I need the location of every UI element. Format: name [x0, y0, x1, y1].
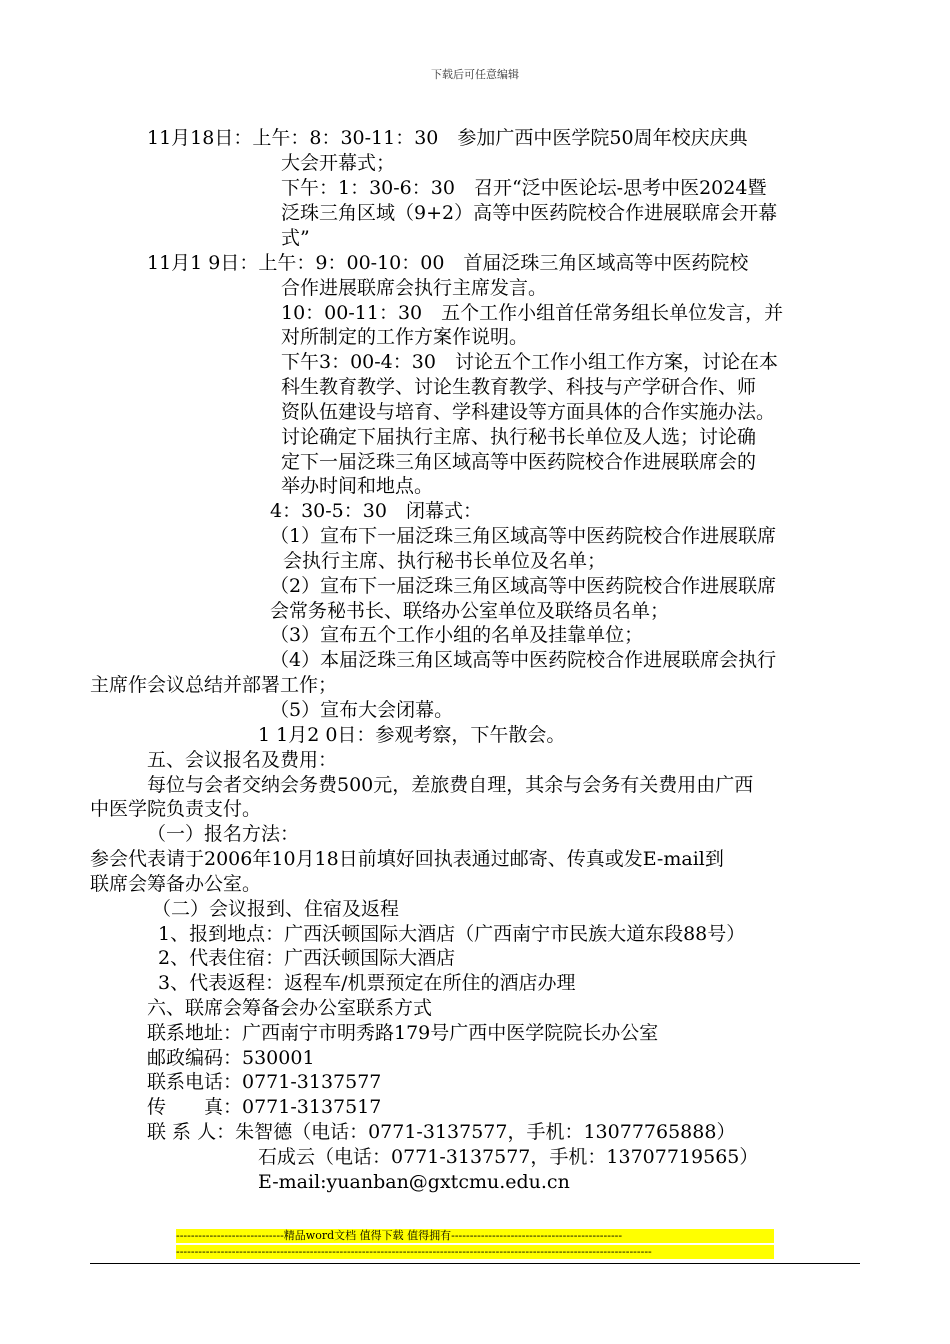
- text-line: 联席会筹备办公室。: [90, 873, 262, 895]
- text-line: 联系电话：0771-3137577: [147, 1071, 382, 1093]
- text-line: （4）本届泛珠三角区域高等中医药院校合作进展联席会执行: [270, 649, 777, 671]
- text-line: 2、代表住宿：广西沃顿国际大酒店: [158, 947, 456, 969]
- text-line: （3）宣布五个工作小组的名单及挂靠单位；: [270, 624, 644, 646]
- text-line: 联 系 人：朱智德（电话：0771-3137577，手机：13077765888）: [147, 1121, 736, 1143]
- text-line: 1、报到地点：广西沃顿国际大酒店（广西南宁市民族大道东段88号）: [158, 923, 746, 945]
- text-line: 大会开幕式；: [281, 152, 396, 174]
- text-line: 举办时间和地点。: [281, 475, 434, 497]
- text-line: 3、代表返程：返程车/机票预定在所住的酒店办理: [158, 972, 576, 994]
- text-line: 讨论确定下届执行主席、执行秘书长单位及人选；讨论确: [281, 426, 757, 448]
- text-line: 合作进展联席会执行主席发言。: [281, 277, 548, 299]
- text-line: 1 1月2 0日：参观考察，下午散会。: [258, 724, 566, 746]
- footer-banner: -----------------------------精品word文档 值得下载 值得拥有----------------------------------------------: [176, 1229, 774, 1243]
- text-line: 中医学院负责支付。: [90, 798, 262, 820]
- text-line: E-mail:yuanban@gxtcmu.edu.cn: [258, 1171, 570, 1193]
- text-line: 会常务秘书长、联络办公室单位及联络员名单；: [270, 600, 670, 622]
- text-line: 联系地址：广西南宁市明秀路179号广西中医学院院长办公室: [147, 1022, 659, 1044]
- text-line: 定下一届泛珠三角区域高等中医药院校合作进展联席会的: [281, 451, 757, 473]
- text-line: 科生教育教学、讨论生教育教学、科技与产学研合作、师: [281, 376, 757, 398]
- text-line: 石成云（电话：0771-3137577，手机：13707719565）: [258, 1146, 759, 1168]
- text-line: 每位与会者交纳会务费500元，差旅费自理，其余与会务有关费用由广西: [147, 774, 754, 796]
- text-line: 11月1 9日：上午：9：00-10：00 首届泛珠三角区域高等中医药院校: [147, 252, 749, 274]
- page-header: 下载后可任意编辑: [431, 68, 519, 81]
- footer-dash-line: --------------------------------------------------------------------------------------------------------------------------------: [176, 1245, 774, 1259]
- text-line: 对所制定的工作方案作说明。: [281, 326, 529, 348]
- text-line: 下午：1：30-6：30 召开“泛中医论坛-思考中医2024暨: [281, 177, 767, 199]
- text-line: 邮政编码：530001: [147, 1047, 315, 1069]
- text-line: 五、会议报名及费用：: [147, 749, 338, 771]
- text-line: 11月18日：上午：8：30-11：30 参加广西中医学院50周年校庆庆典: [147, 127, 748, 149]
- text-line: 主席作会议总结并部署工作；: [90, 674, 338, 696]
- text-line: （2）宣布下一届泛珠三角区域高等中医药院校合作进展联席: [270, 575, 777, 597]
- text-line: （一）报名方法：: [147, 823, 300, 845]
- text-line: 4：30-5：30 闭幕式：: [270, 500, 482, 522]
- text-line: 10：00-11：30 五个工作小组首任常务组长单位发言，并: [281, 302, 784, 324]
- text-line: （5）宣布大会闭幕。: [270, 699, 454, 721]
- text-line: 下午3：00-4：30 讨论五个工作小组工作方案，讨论在本: [281, 351, 778, 373]
- text-line: 式”: [281, 227, 310, 249]
- text-line: （二）会议报到、住宿及返程: [152, 898, 400, 920]
- footer-rule: [90, 1263, 860, 1264]
- text-line: 资队伍建设与培育、学科建设等方面具体的合作实施办法。: [281, 401, 776, 423]
- text-line: （1）宣布下一届泛珠三角区域高等中医药院校合作进展联席: [270, 525, 777, 547]
- text-line: 参会代表请于2006年10月18日前填好回执表通过邮寄、传真或发E-mail到: [90, 848, 724, 870]
- text-line: 六、联席会筹备会办公室联系方式: [147, 997, 433, 1019]
- text-line: 会执行主席、执行秘书长单位及名单；: [283, 550, 607, 572]
- text-line: 泛珠三角区域（9+2）高等中医药院校合作进展联席会开幕: [281, 202, 778, 224]
- text-line: 传 真：0771-3137517: [147, 1096, 382, 1118]
